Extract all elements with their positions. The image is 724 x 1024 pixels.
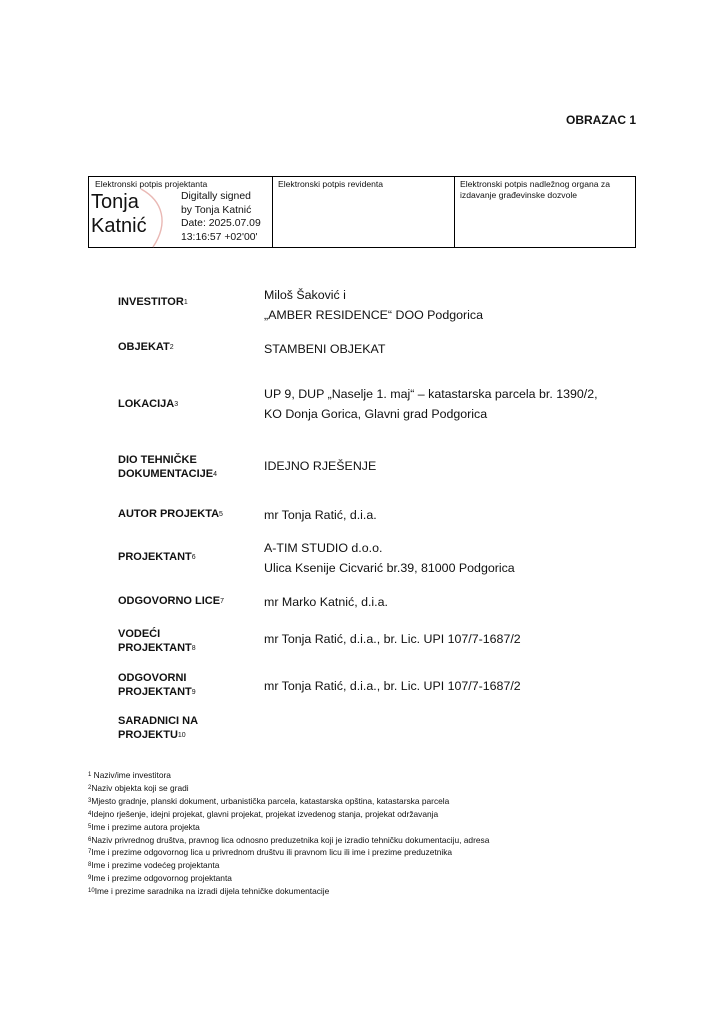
field-label-object: OBJEKAT$^2$ [118, 341, 174, 353]
footnote-item: $^7$Ime i prezime odgovornog lica u privrednom društvu ili pravnom licu ili ime i prezime preduzetnika [88, 847, 453, 858]
field-label-responsible-person: ODGOVORNO LICE$^7$ [118, 595, 224, 607]
field-label-designer: PROJEKTANT$^6$ [118, 551, 196, 563]
field-label-lead-designer: VODEĆI PROJEKTANT$^8$ [118, 628, 196, 654]
field-value-documentation-part: IDEJNO RJEŠENJE [264, 459, 377, 473]
digital-signature-details [181, 190, 261, 244]
author-signature-cell [89, 177, 272, 247]
field-value-object: STAMBENI OBJEKAT [264, 342, 386, 356]
field-label-investor: INVESTITOR$^1$ [118, 296, 188, 308]
field-label-location: LOKACIJA$^3$ [118, 398, 179, 410]
field-value-lead-designer: mr Tonja Ratić, d.i.a., br. Lic. UPI 107/7-1687/2 [264, 632, 521, 646]
form-title: OBRAZAC 1 [565, 113, 636, 127]
field-label-documentation-part: DIO TEHNIČKE DOKUMENTACIJE$^4$ [118, 454, 218, 480]
signature-detail-line: by Tonja Katnić [181, 204, 252, 216]
footnote-item: $^3$Mjesto gradnje, planski dokument, urbanistička parcela, katastarska opština, katastarska parcela [88, 795, 450, 806]
footnote-item: $^8$Ime i prezime vodećeg projektanta [88, 860, 220, 871]
footnote-item: $^5$Ime i prezime autora projekta [88, 821, 200, 832]
signature-detail-line: Digitally signed [181, 191, 251, 202]
digital-signature-name [91, 190, 147, 238]
footnotes [88, 769, 489, 898]
footnote-item: $^6$Naziv privrednog društva, pravnog lica odnosno preduzetnika koji je izradio tehničku dokumentaciju, adresa [88, 834, 490, 845]
signature-name-last: Katnić [91, 215, 147, 237]
authority-signature-label: Elektronski potpis nadležnog organa za izdavanje građevinske dozvole [460, 179, 611, 200]
field-label-responsible-designer: ODGOVORNI PROJEKTANT$^9$ [118, 672, 196, 698]
footnote-item: $^9$Ime i prezime odgovornog projektanta [88, 873, 232, 884]
field-value-investor: Miloš Šaković i „AMBER RESIDENCE“ DOO Podgorica [264, 288, 483, 322]
field-value-project-author: mr Tonja Ratić, d.i.a. [264, 508, 377, 522]
field-value-responsible-person: mr Marko Katnić, d.i.a. [264, 595, 388, 609]
signature-detail-line: 13:16:57 +02'00' [181, 231, 258, 243]
footnote-item: $^2$Naziv objekta koji se gradi [88, 782, 189, 793]
field-label-project-author: AUTOR PROJEKTA$^5$ [118, 508, 223, 520]
reviewer-signature-cell [272, 177, 454, 247]
footnote-item: $^4$Idejno rješenje, idejni projekat, glavni projekat, projekat izvedenog stanja, projekat održavanja [88, 808, 439, 819]
authority-signature-cell [454, 177, 635, 247]
field-label-collaborators: SARADNICI NA PROJEKTU$^{10}$ [118, 715, 199, 741]
signature-table [88, 176, 636, 248]
field-value-location: UP 9, DUP „Naselje 1. maj“ – katastarska parcela br. 1390/2, KO Donja Gorica, Glavni grad Podgorica [264, 387, 598, 421]
author-signature-label: Elektronski potpis projektanta [95, 179, 208, 189]
field-value-responsible-designer: mr Tonja Ratić, d.i.a., br. Lic. UPI 107/7-1687/2 [264, 679, 521, 693]
field-value-designer: A-TIM STUDIO d.o.o. Ulica Ksenije Cicvarić br.39, 81000 Podgorica [264, 541, 515, 575]
reviewer-signature-label: Elektronski potpis revidenta [278, 179, 384, 189]
footnote-item: $^{10}$Ime i prezime saradnika na izradi dijela tehničke dokumentacije [88, 886, 330, 897]
signature-name-first: Tonja [91, 191, 139, 213]
signature-detail-line: Date: 2025.07.09 [181, 218, 261, 229]
footnote-item: $^1$ Naziv/ime investitora [88, 770, 171, 780]
